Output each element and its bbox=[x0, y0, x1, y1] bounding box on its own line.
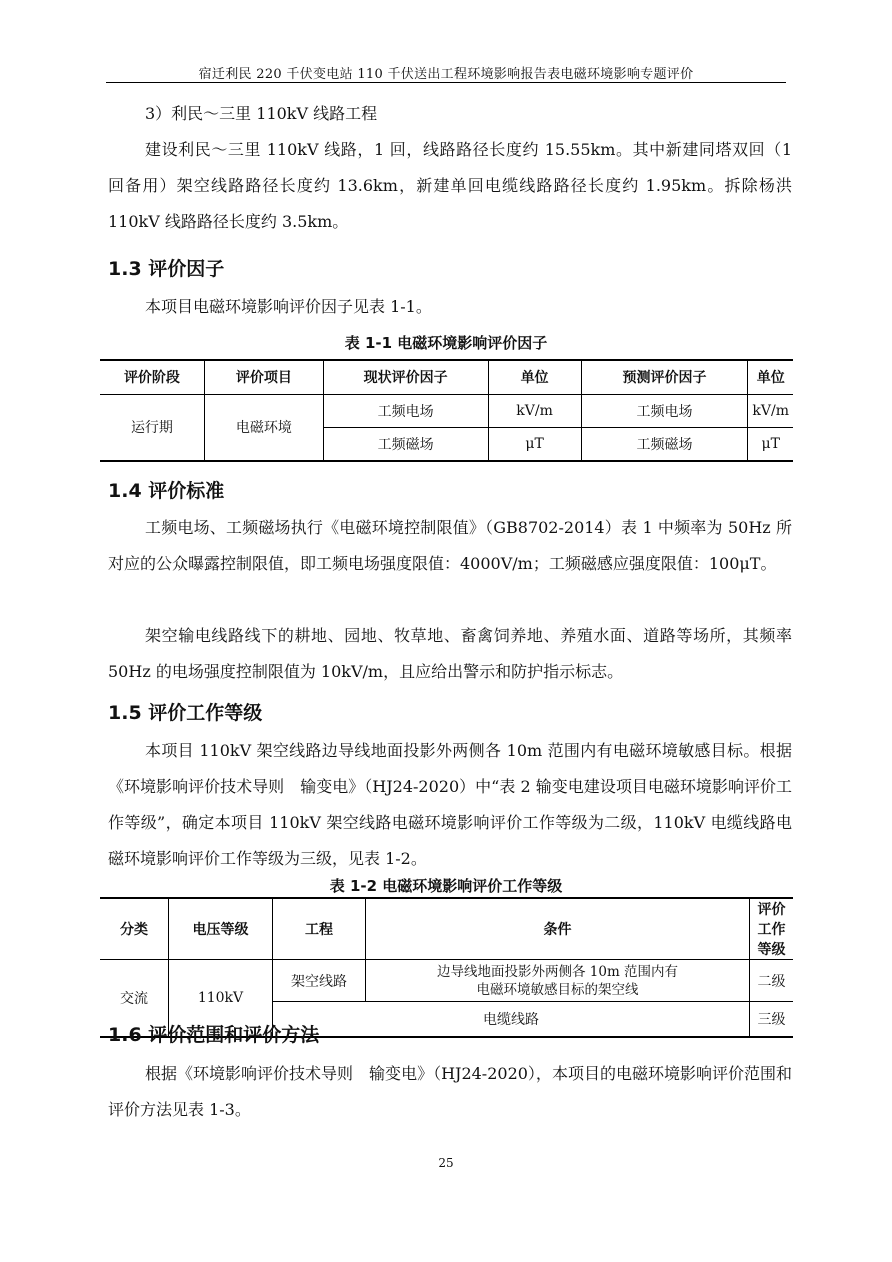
col-header: 电压等级 bbox=[169, 898, 273, 960]
table-row bbox=[100, 960, 793, 1002]
section-heading-1-4: 1.4 评价标准 bbox=[108, 480, 225, 502]
table-cell: kV/m bbox=[488, 394, 581, 427]
table-cell: kV/m bbox=[748, 394, 793, 427]
col-header: 评价工作等级 bbox=[750, 898, 794, 960]
col-header: 评价阶段 bbox=[100, 360, 204, 394]
table-cell: μT bbox=[488, 427, 581, 461]
table-cell: 工频电场 bbox=[581, 394, 748, 427]
section-1-4-paragraph-1: 工频电场、工频磁场执行《电磁环境控制限值》（GB8702-2014）表 1 中频率为 50Hz 所对应的公众曝露控制限值，即工频电场强度限值：4000V/m；工频磁感应强度限值：100μT。 bbox=[108, 518, 792, 573]
section-1-4-paragraph-2: 架空输电线路线下的耕地、园地、牧草地、畜禽饲养地、养殖水面、道路等场所，其频率 50Hz 的电场强度控制限值为 10kV/m，且应给出警示和防护指示标志。 bbox=[108, 626, 792, 681]
level-cell: 三级 bbox=[750, 1002, 794, 1037]
col-header: 评价项目 bbox=[204, 360, 323, 394]
section-heading-1-3: 1.3 评价因子 bbox=[108, 258, 225, 280]
table-cell: 工频电场 bbox=[323, 394, 488, 427]
cable-cell: 电缆线路 bbox=[273, 1002, 750, 1037]
col-header: 现状评价因子 bbox=[323, 360, 488, 394]
condition-cell bbox=[366, 960, 750, 1002]
condition-line: 电磁环境敏感目标的架空线 bbox=[476, 981, 639, 998]
item-paragraph: 建设利民～三里 110kV 线路，1 回，线路路径长度约 15.55km。其中新建同塔双回（1 回备用）架空线路路径长度约 13.6km，新建单回电缆线路路径长度约 1.95km。拆除杨洪 110kV 线路路径长度约 3.5km。 bbox=[108, 140, 792, 231]
col-header: 预测评价因子 bbox=[581, 360, 748, 394]
table-header-row bbox=[100, 898, 793, 960]
section-heading-1-6: 1.6 评价范围和评价方法 bbox=[108, 1024, 320, 1046]
table-1-2 bbox=[100, 897, 793, 1038]
col-header: 条件 bbox=[366, 898, 750, 960]
section-1-3-text: 本项目电磁环境影响评价因子见表 1-1。 bbox=[145, 297, 432, 316]
table-row bbox=[100, 394, 793, 427]
section-1-5-paragraph: 本项目 110kV 架空线路边导线地面投影外两侧各 10m 范围内有电磁环境敏感目标。根据《环境影响评价技术导则 输变电》（HJ24-2020）中“表 2 输变电建设项目电磁环境影响评价工作等级”，确定本项目 110kV 架空线路电磁环境影响评价工作等级为二级，110kV 电缆线路电磁环境影响评价工作等级为三级，见表 1-2。 bbox=[108, 741, 792, 868]
stage-cell: 运行期 bbox=[100, 394, 204, 461]
project-cell: 架空线路 bbox=[273, 960, 366, 1002]
condition-line: 边导线地面投影外两侧各 10m 范围内有 bbox=[436, 963, 679, 980]
table-cell: μT bbox=[748, 427, 793, 461]
item-title: 3）利民～三里 110kV 线路工程 bbox=[145, 104, 378, 123]
level-cell: 二级 bbox=[750, 960, 794, 1002]
table-cell: 工频磁场 bbox=[323, 427, 488, 461]
col-header: 工程 bbox=[273, 898, 366, 960]
section-heading-1-5: 1.5 评价工作等级 bbox=[108, 702, 263, 724]
table-header-row bbox=[100, 360, 793, 394]
table-1-1 bbox=[100, 359, 793, 462]
col-header: 单位 bbox=[748, 360, 793, 394]
voltage-cell: 110kV bbox=[169, 960, 273, 1037]
section-1-6-paragraph: 根据《环境影响评价技术导则 输变电》（HJ24-2020），本项目的电磁环境影响评价范围和评价方法见表 1-3。 bbox=[108, 1064, 792, 1119]
table-1-2-caption: 表 1-2 电磁环境影响评价工作等级 bbox=[329, 877, 563, 895]
header-rule bbox=[106, 82, 786, 83]
page-number: 25 bbox=[438, 1156, 454, 1170]
table-1-1-caption: 表 1-1 电磁环境影响评价因子 bbox=[344, 334, 548, 352]
running-header: 宿迁利民 220 千伏变电站 110 千伏送出工程环境影响报告表电磁环境影响专题评价 bbox=[198, 67, 694, 82]
item-cell: 电磁环境 bbox=[204, 394, 323, 461]
category-cell: 交流 bbox=[100, 960, 169, 1037]
col-header: 单位 bbox=[488, 360, 581, 394]
table-cell: 工频磁场 bbox=[581, 427, 748, 461]
col-header: 分类 bbox=[100, 898, 169, 960]
